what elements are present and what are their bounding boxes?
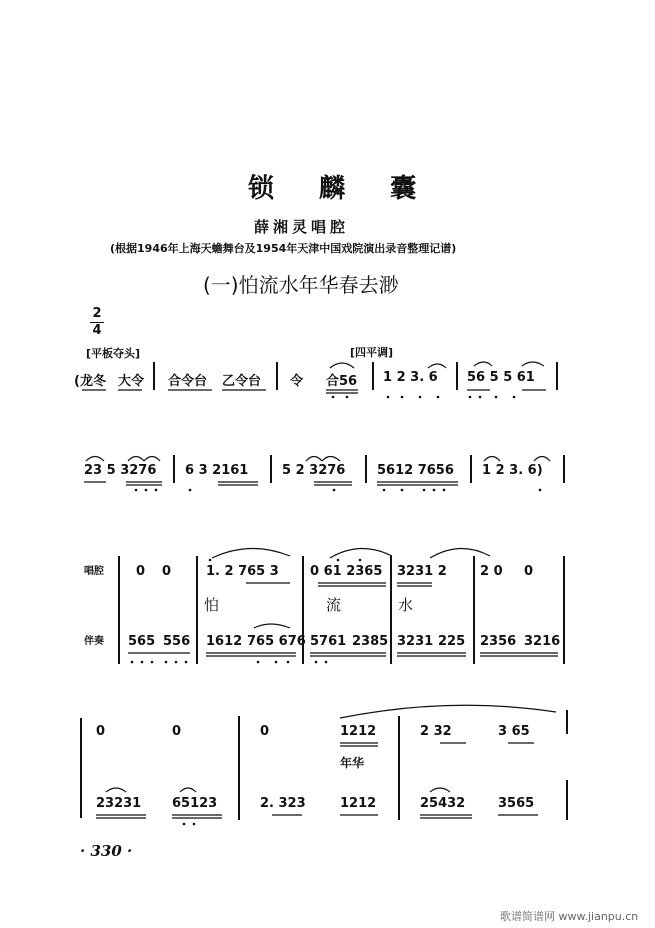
row4-voice-3: 0: [260, 724, 270, 739]
row3-accomp-1: 565: [128, 634, 156, 649]
row4-voice-4: 1212: [340, 724, 377, 739]
row4-voice-6: 3 65: [498, 724, 530, 739]
row1-measure-3a: 令: [290, 374, 304, 389]
row3-accomp-6: 2385: [352, 634, 389, 649]
row3-accomp-3: 1612: [206, 634, 243, 649]
mode-tag: [四平调]: [350, 346, 394, 359]
watermark: 歌谱简谱网 www.jianpu.cn: [500, 910, 639, 923]
row2-measure-3: 5 2 3276: [282, 463, 346, 478]
row4-voice-1: 0: [96, 724, 106, 739]
row4-accomp-4: 1212: [340, 796, 377, 811]
row2-measure-5: 1 2 3. 6): [482, 463, 543, 478]
intro-tag: [平板夺头]: [86, 347, 141, 360]
row3-voice-5: 3231 2: [397, 564, 447, 579]
row3-voice-1: 0: [136, 564, 146, 579]
row3-voice-7: 0: [524, 564, 534, 579]
score-title: 锁 麟 囊: [248, 174, 435, 204]
row2-measure-1: 23 5 3276: [84, 463, 157, 478]
row4-voice-5: 2 32: [420, 724, 452, 739]
row3-accomp-2: 556: [163, 634, 191, 649]
row3-voice-6: 2 0: [480, 564, 503, 579]
row3-voice-3: 1. 2 765 3: [206, 564, 279, 579]
row3-accomp-7: 3231: [397, 634, 434, 649]
section-title: (一)怕流水年华春去渺: [203, 273, 399, 297]
row1-measure-4: 1 2 3. 6: [383, 370, 438, 385]
row4-voice-2: 0: [172, 724, 182, 739]
row3-accomp-5: 5761: [310, 634, 347, 649]
row2-measure-2: 6 3 2161: [185, 463, 249, 478]
row3-accomp-8: 225: [438, 634, 466, 649]
meter-top: 2: [92, 306, 102, 321]
row1-measure-2a: 合令台: [168, 374, 208, 389]
lyric-nianhua: 年华: [340, 756, 365, 770]
voice-part-label: 唱腔: [84, 566, 104, 577]
row1-measure-1a: (龙冬: [74, 374, 106, 389]
accomp-part-label: 伴奏: [84, 636, 104, 647]
meter-bottom: 4: [92, 323, 102, 338]
row3-voice-4: 0 61 2365: [310, 564, 383, 579]
singer-credit: 薛湘灵唱腔: [254, 218, 350, 236]
source-note: (根据1946年上海天蟾舞台及1954年天津中国戏院演出录音整理记谱): [110, 242, 457, 255]
row2-measure-4: 5612 7656: [377, 463, 454, 478]
row1-measure-5: 56 5 5 61: [467, 370, 535, 385]
row4-accomp-1: 23231: [96, 796, 142, 811]
page-number: · 330 ·: [80, 842, 133, 860]
row4-accomp-6: 3565: [498, 796, 535, 811]
lyric-pa: 怕: [204, 596, 220, 614]
lyric-liu: 流: [326, 596, 342, 614]
lyric-shui: 水: [398, 596, 414, 614]
row4-accomp-2: 65123: [172, 796, 218, 811]
row1-measure-3b: 合56: [326, 374, 358, 389]
row3-voice-2: 0: [162, 564, 172, 579]
row3-accomp-10: 3216: [524, 634, 561, 649]
row1-measure-1b: 大令: [118, 374, 145, 389]
row4-accomp-5: 25432: [420, 796, 466, 811]
row3-accomp-9: 2356: [480, 634, 517, 649]
row4-accomp-3: 2. 323: [260, 796, 306, 811]
row1-measure-2b: 乙令台: [222, 374, 262, 389]
row3-accomp-4: 765 676: [247, 634, 306, 649]
